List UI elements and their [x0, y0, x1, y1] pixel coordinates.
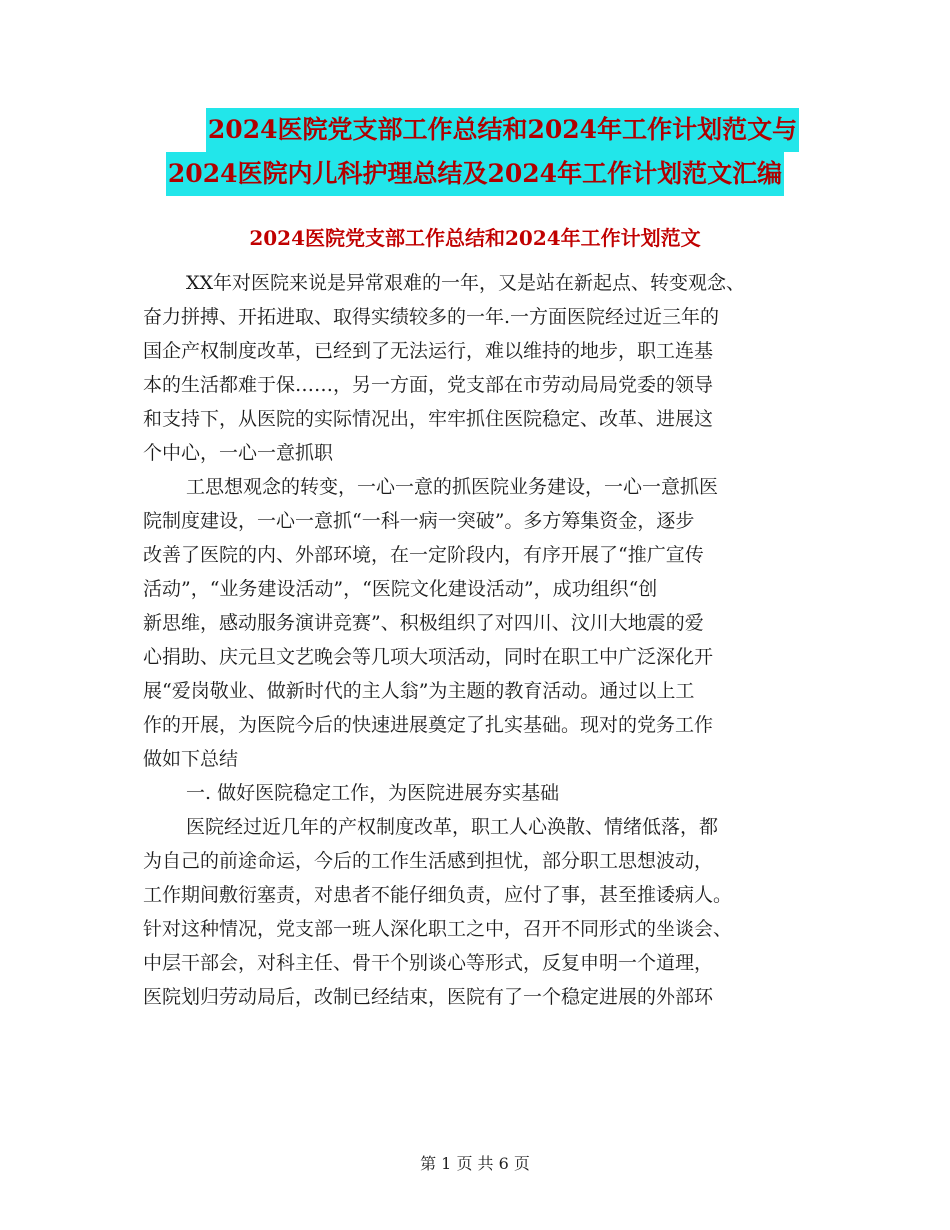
body-line: 心捐助、庆元旦文艺晚会等几项大项活动，同时在职工中广泛深化开 [143, 646, 714, 668]
body-line: 针对这种情况，党支部一班人深化职工之中，召开不同形式的坐谈会、 [143, 918, 733, 940]
body-line: 医院划归劳动局后，改制已经结束，医院有了一个稳定进展的外部环 [143, 986, 714, 1008]
document-main-title [0, 108, 950, 196]
main-title-line-1: 2024医院党支部工作总结和2024年工作计划范文与 [206, 108, 799, 152]
body-line: XX年对医院来说是异常艰难的一年，又是站在新起点、转变观念、 [186, 272, 746, 294]
page-footer: 第 1 页 共 6 页 [420, 1154, 530, 1173]
body-line: 为自己的前途命运，今后的工作生活感到担忧，部分职工思想波动， [143, 850, 714, 872]
body-line: 作的开展，为医院今后的快速进展奠定了扎实基础。现对的党务工作 [143, 714, 714, 736]
body-line: 中层干部会，对科主任、骨干个别谈心等形式，反复申明一个道理， [143, 952, 714, 974]
body-line: 医院经过近几年的产权制度改革，职工人心涣散、情绪低落，都 [186, 816, 719, 838]
body-line: 个中心，一心一意抓职 [143, 442, 334, 464]
body-line: 国企产权制度改革，已经到了无法运行，难以维持的地步，职工连基 [143, 340, 714, 362]
body-line: 院制度建设，一心一意抓“一科一病一突破”。多方筹集资金，逐步 [143, 510, 695, 532]
section-title: 2024医院党支部工作总结和2024年工作计划范文 [249, 226, 701, 250]
body-line: 奋力拼搏、开拓进取、取得实绩较多的一年.一方面医院经过近三年的 [143, 306, 720, 328]
main-title-line-2: 2024医院内儿科护理总结及2024年工作计划范文汇编 [166, 152, 784, 196]
body-line: 工思想观念的转变，一心一意的抓医院业务建设，一心一意抓医 [186, 476, 719, 498]
body-line: 新思维，感动服务演讲竞赛”、积极组织了对四川、汶川大地震的爱 [143, 612, 704, 634]
body-line: 展“爱岗敬业、做新时代的主人翁”为主题的教育活动。通过以上工 [143, 680, 695, 702]
body-line: 和支持下，从医院的实际情况出，牢牢抓住医院稳定、改革、进展这 [143, 408, 714, 430]
body-line: 本的生活都难于保……，另一方面，党支部在市劳动局局党委的领导 [143, 374, 714, 396]
section-heading: 一. 做好医院稳定工作，为医院进展夯实基础 [186, 782, 560, 804]
body-line: 改善了医院的内、外部环境，在一定阶段内，有序开展了“推广宣传 [143, 544, 704, 566]
body-line: 活动”，“业务建设活动”，“医院文化建设活动”，成功组织“创 [143, 578, 658, 600]
body-line: 做如下总结 [143, 748, 239, 770]
body-line: 工作期间敷衍塞责，对患者不能仔细负责，应付了事，甚至推诿病人。 [143, 884, 733, 906]
